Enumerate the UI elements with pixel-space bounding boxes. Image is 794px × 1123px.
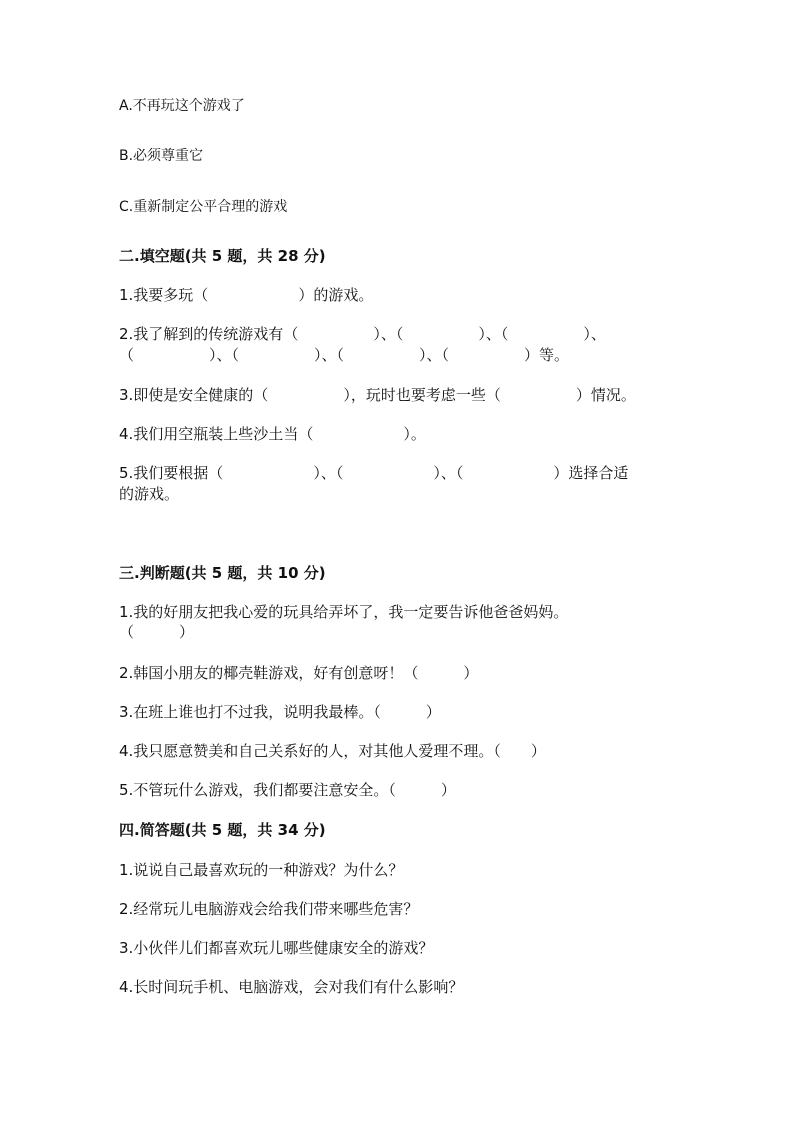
fill-in-question-2-cont: （ ）、（ ）、（ ）、（ ）等。 — [119, 346, 570, 364]
judge-question-5: 5.不管玩什么游戏，我们都要注意安全。（ ） — [119, 781, 456, 799]
judge-question-4: 4.我只愿意赞美和自己关系好的人，对其他人爱理不理。（ ） — [119, 742, 546, 760]
short-answer-question-1: 1.说说自己最喜欢玩的一种游戏？为什么？ — [119, 861, 404, 879]
judge-question-2: 2.韩国小朋友的椰壳鞋游戏，好有创意呀！（ ） — [119, 664, 479, 682]
fill-in-question-5-cont: 的游戏。 — [119, 485, 180, 503]
judge-question-3: 3.在班上谁也打不过我，说明我最棒。（ ） — [119, 703, 441, 721]
section-heading-short-answer: 四.简答题(共 5 题，共 34 分) — [119, 821, 326, 839]
short-answer-question-4: 4.长时间玩手机、电脑游戏，会对我们有什么影响？ — [119, 978, 464, 996]
judge-question-1: 1.我的好朋友把我心爱的玩具给弄坏了，我一定要告诉他爸爸妈妈。 — [119, 603, 569, 621]
fill-in-question-2: 2.我了解到的传统游戏有（ ）、（ ）、（ ）、 — [119, 325, 606, 343]
judge-question-1-bracket: （ ） — [119, 623, 195, 641]
short-answer-question-3: 3.小伙伴儿们都喜欢玩儿哪些健康安全的游戏？ — [119, 939, 434, 957]
section-heading-true-false: 三.判断题(共 5 题，共 10 分) — [119, 564, 326, 582]
option-c: C.重新制定公平合理的游戏 — [119, 199, 288, 215]
fill-in-question-4: 4.我们用空瓶装上些沙土当（ ）。 — [119, 425, 426, 443]
option-b: B.必须尊重它 — [119, 148, 204, 164]
short-answer-question-2: 2.经常玩儿电脑游戏会给我们带来哪些危害？ — [119, 900, 419, 918]
section-heading-fill-in: 二.填空题(共 5 题，共 28 分) — [119, 247, 326, 265]
option-a: A.不再玩这个游戏了 — [119, 98, 245, 114]
fill-in-question-3: 3.即使是安全健康的（ ），玩时也要考虑一些（ ）情况。 — [119, 386, 636, 404]
fill-in-question-5: 5.我们要根据（ ）、（ ）、（ ）选择合适 — [119, 464, 629, 482]
fill-in-question-1: 1.我要多玩（ ）的游戏。 — [119, 286, 374, 304]
